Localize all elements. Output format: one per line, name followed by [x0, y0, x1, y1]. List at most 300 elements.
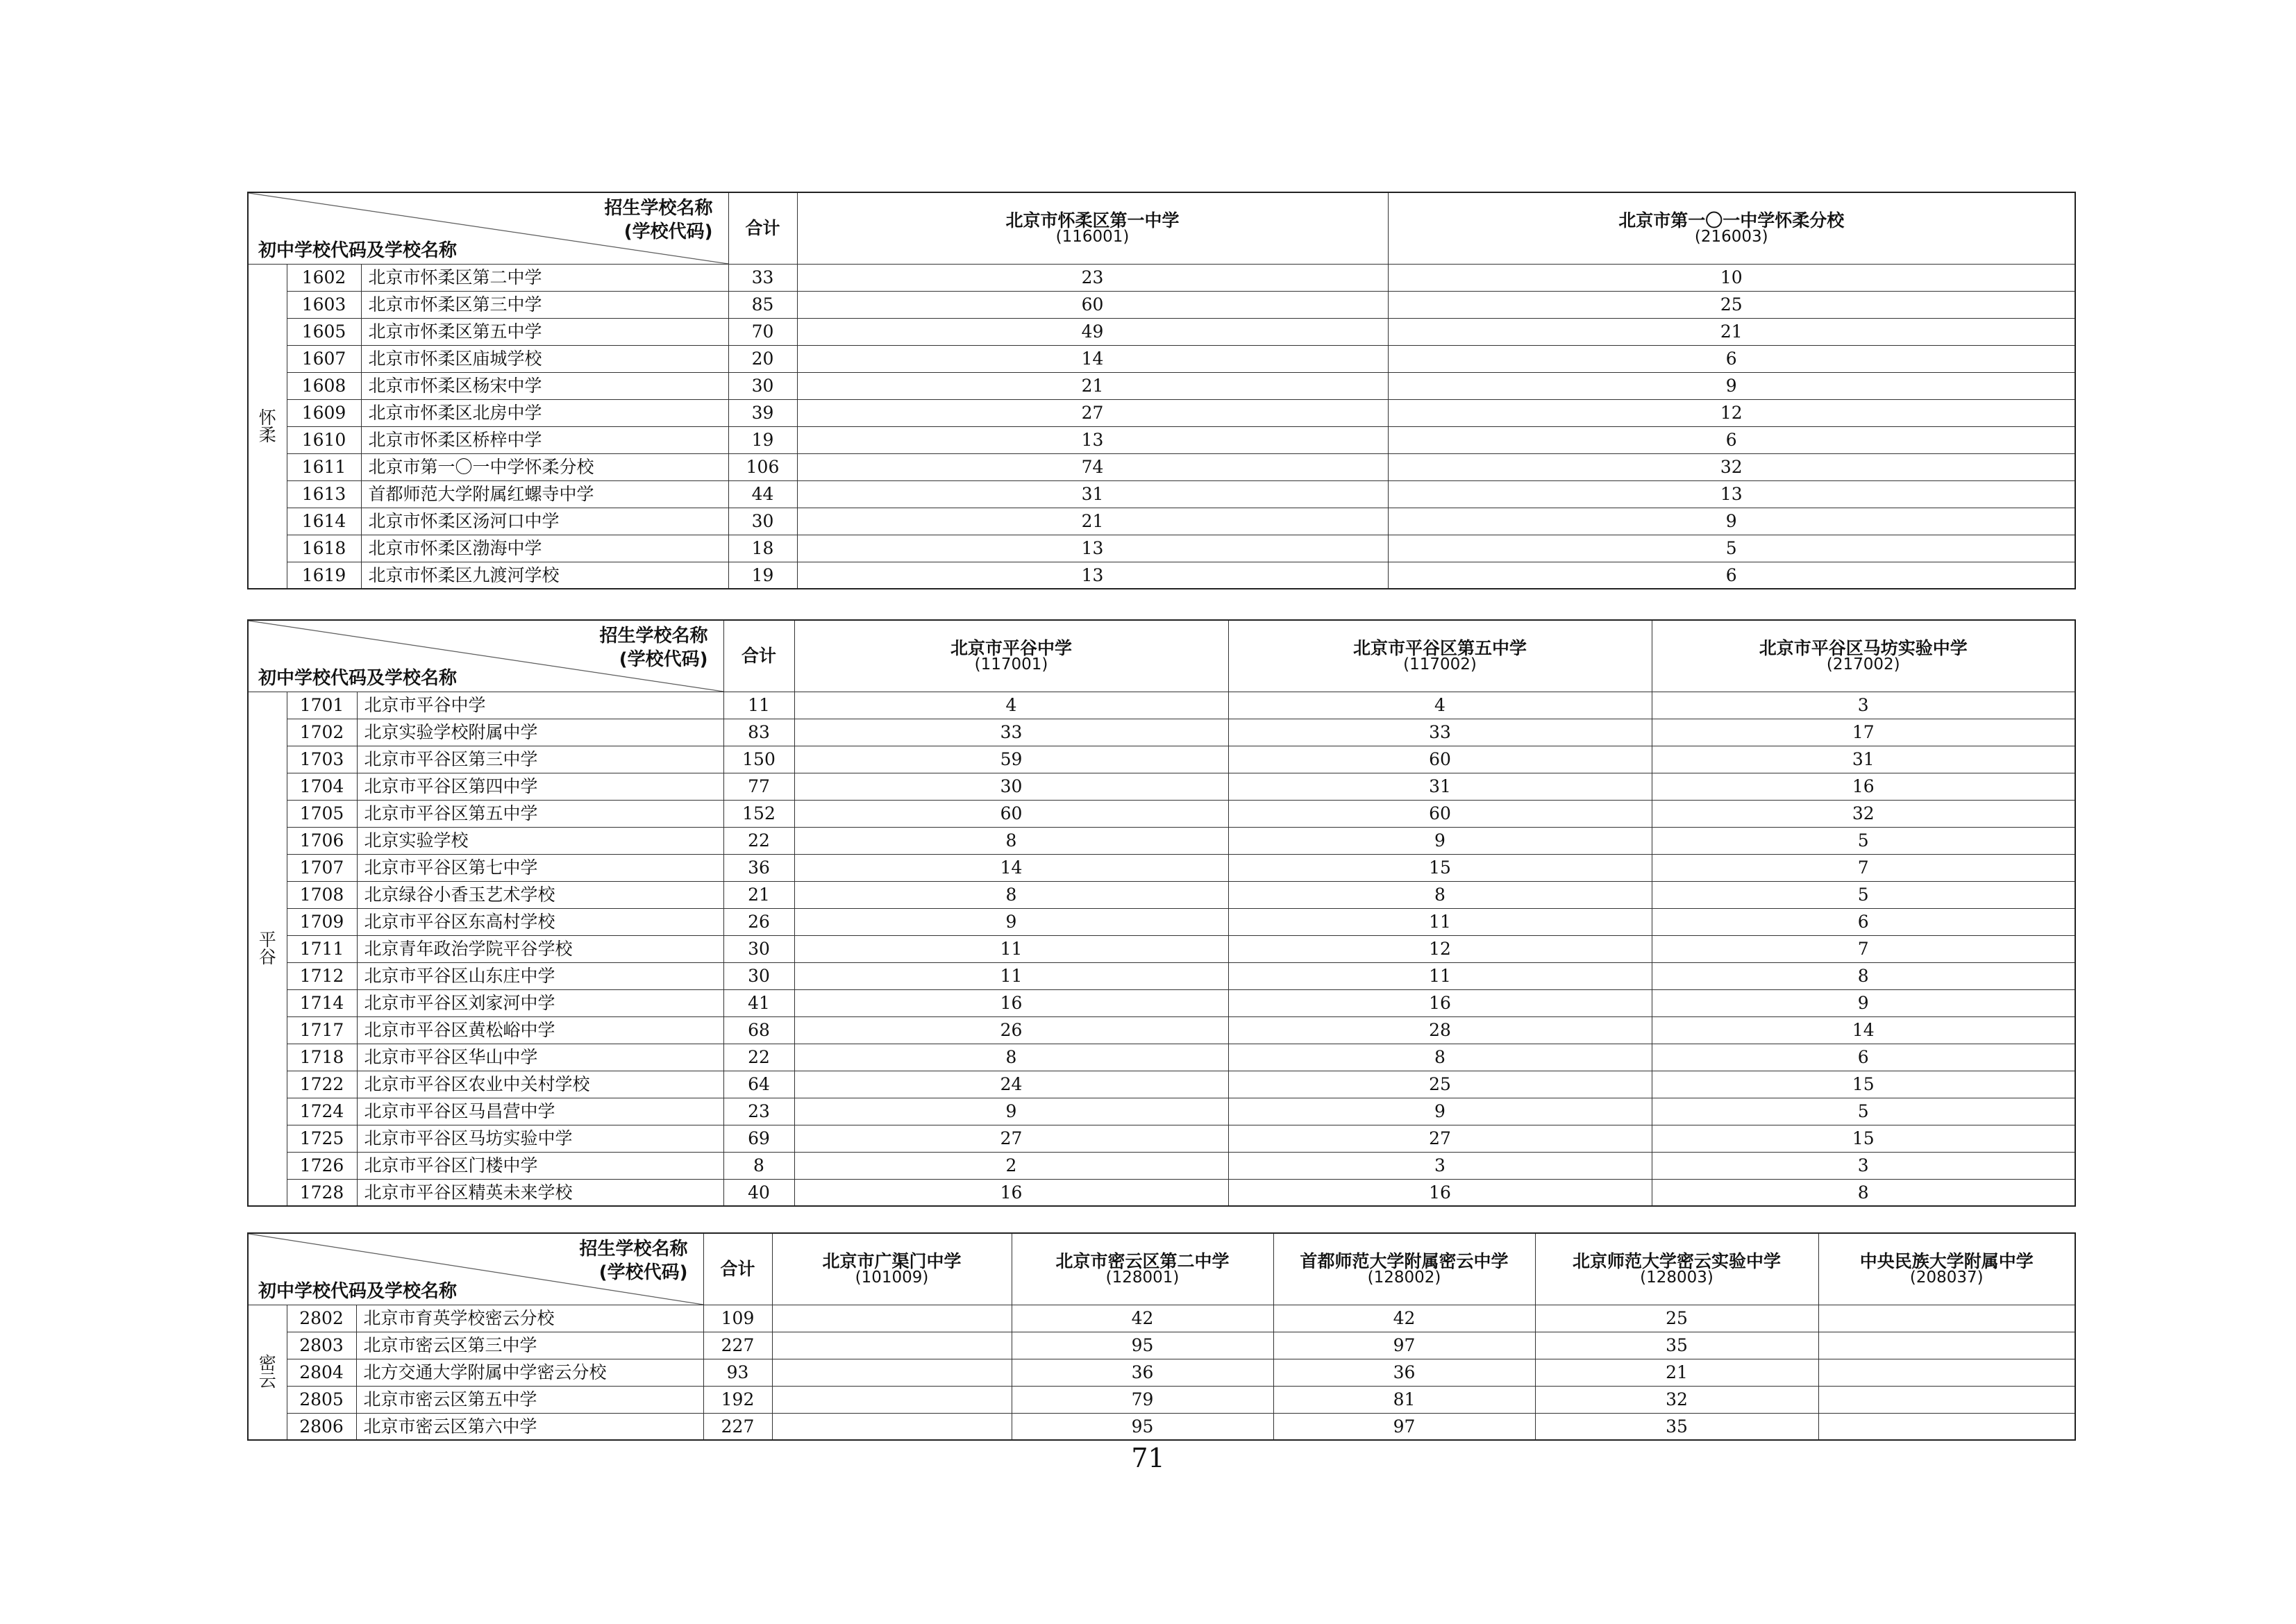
- quota-cell: 21: [1388, 318, 2075, 345]
- quota-cell: 79: [1012, 1386, 1273, 1413]
- total-cell: 64: [723, 1071, 794, 1098]
- quota-cell: 9: [1228, 827, 1652, 854]
- table-row: [248, 453, 2075, 480]
- district-char: 怀: [258, 407, 276, 428]
- school-name: 北京市平谷区门楼中学: [357, 1152, 723, 1179]
- quota-cell: 11: [794, 935, 1228, 962]
- total-cell: 20: [728, 345, 797, 372]
- high-school-code: (117002): [1403, 655, 1477, 673]
- total-cell: 227: [703, 1413, 772, 1440]
- quota-cell: 26: [794, 1016, 1228, 1044]
- quota-cell: 14: [794, 854, 1228, 881]
- quota-cell: 13: [1388, 480, 2075, 508]
- district-char: 平: [258, 930, 276, 951]
- table-row: [248, 1071, 2075, 1098]
- high-school-code: (128003): [1640, 1268, 1713, 1287]
- quota-cell: 27: [794, 1125, 1228, 1152]
- high-school-name: 北京市平谷区第五中学: [1352, 637, 1527, 658]
- school-code: 1725: [287, 1125, 357, 1152]
- table-row: [248, 827, 2075, 854]
- quota-cell: 3: [1652, 692, 2075, 719]
- quota-cell: 24: [794, 1071, 1228, 1098]
- district-cell: [248, 692, 287, 1206]
- quota-cell: 17: [1652, 719, 2075, 746]
- high-school-code: (116001): [1055, 227, 1130, 246]
- quota-cell: 25: [1388, 291, 2075, 318]
- total-cell: 33: [728, 264, 797, 291]
- quota-cell: 33: [1228, 719, 1652, 746]
- quota-cell: 31: [1228, 773, 1652, 800]
- school-code: 1706: [287, 827, 357, 854]
- school-code: 1602: [287, 264, 361, 291]
- quota-cell: 6: [1388, 345, 2075, 372]
- admission-table-huairou: [247, 192, 2076, 589]
- quota-cell: 6: [1652, 1044, 2075, 1071]
- quota-cell: 6: [1388, 562, 2075, 589]
- corner-header-line2: (学校代码): [623, 221, 713, 242]
- total-cell: 69: [723, 1125, 794, 1152]
- table-row: [248, 800, 2075, 827]
- total-cell: 93: [703, 1359, 772, 1386]
- school-name: 北京市怀柔区第二中学: [361, 264, 728, 291]
- quota-cell: 15: [1228, 854, 1652, 881]
- corner-header-line1: 招生学校名称: [579, 1239, 688, 1259]
- school-name: 北京市怀柔区第五中学: [361, 318, 728, 345]
- quota-cell: [1818, 1305, 2075, 1332]
- school-code: 2804: [287, 1359, 356, 1386]
- table-row: [248, 1413, 2075, 1440]
- school-code: 2805: [287, 1386, 356, 1413]
- header-row: [248, 1233, 2075, 1305]
- total-cell: 152: [723, 800, 794, 827]
- table-row: [248, 264, 2075, 291]
- total-cell: 8: [723, 1152, 794, 1179]
- school-code: 1712: [287, 962, 357, 989]
- quota-cell: 11: [794, 962, 1228, 989]
- quota-cell: 95: [1012, 1332, 1273, 1359]
- high-school-header: [1228, 620, 1652, 692]
- school-name: 北京市育英学校密云分校: [356, 1305, 703, 1332]
- quota-cell: 8: [794, 1044, 1228, 1071]
- quota-cell: 13: [797, 426, 1388, 453]
- corner-header-bottom-left: 初中学校代码及学校名称: [258, 1280, 458, 1302]
- quota-cell: 9: [1388, 508, 2075, 535]
- school-name: 北京市平谷区第五中学: [357, 800, 723, 827]
- quota-cell: 4: [1228, 692, 1652, 719]
- table-row: [248, 480, 2075, 508]
- quota-cell: 35: [1535, 1413, 1818, 1440]
- quota-cell: 8: [1228, 881, 1652, 908]
- high-school-name: 北京市怀柔区第一中学: [1005, 210, 1180, 231]
- table-row: [248, 1305, 2075, 1332]
- total-cell: 77: [723, 773, 794, 800]
- quota-cell: 32: [1388, 453, 2075, 480]
- school-code: 1605: [287, 318, 361, 345]
- quota-cell: 5: [1652, 827, 2075, 854]
- district-char: 云: [258, 1371, 276, 1391]
- table-row: [248, 1332, 2075, 1359]
- quota-cell: 8: [794, 881, 1228, 908]
- corner-header: [248, 620, 723, 692]
- high-school-code: (208037): [1909, 1268, 1984, 1287]
- high-school-name: 北京市广渠门中学: [822, 1250, 962, 1271]
- total-cell: 30: [723, 962, 794, 989]
- table-row: [248, 854, 2075, 881]
- total-cell: 30: [728, 508, 797, 535]
- school-name: 北京市怀柔区桥梓中学: [361, 426, 728, 453]
- total-column-header: 合计: [728, 192, 797, 264]
- total-cell: 30: [723, 935, 794, 962]
- school-name: 北京市怀柔区第三中学: [361, 291, 728, 318]
- school-name: 北京市怀柔区北房中学: [361, 399, 728, 426]
- quota-cell: 5: [1652, 881, 2075, 908]
- corner-header-line2: (学校代码): [598, 1262, 688, 1283]
- high-school-name: 北京市第一〇一中学怀柔分校: [1618, 210, 1845, 231]
- quota-cell: [772, 1413, 1012, 1440]
- table-row: [248, 426, 2075, 453]
- table-row: [248, 345, 2075, 372]
- quota-cell: 25: [1228, 1071, 1652, 1098]
- school-name: 北京市怀柔区渤海中学: [361, 535, 728, 562]
- total-cell: 40: [723, 1179, 794, 1206]
- school-name: 北京市平谷区第四中学: [357, 773, 723, 800]
- quota-cell: 9: [1388, 372, 2075, 399]
- school-code: 1609: [287, 399, 361, 426]
- school-name: 北京市平谷区山东庄中学: [357, 962, 723, 989]
- quota-cell: 9: [794, 908, 1228, 935]
- quota-cell: 42: [1012, 1305, 1273, 1332]
- header-row: [248, 620, 2075, 692]
- quota-cell: [1818, 1332, 2075, 1359]
- school-code: 1709: [287, 908, 357, 935]
- high-school-name: 北京市密云区第二中学: [1055, 1250, 1230, 1271]
- high-school-code: (217002): [1826, 655, 1900, 673]
- quota-cell: 16: [1228, 1179, 1652, 1206]
- school-code: 1705: [287, 800, 357, 827]
- school-code: 1702: [287, 719, 357, 746]
- school-code: 1611: [287, 453, 361, 480]
- high-school-name: 北京师范大学密云实验中学: [1572, 1250, 1781, 1271]
- quota-cell: 23: [797, 264, 1388, 291]
- corner-header-bottom-left: 初中学校代码及学校名称: [258, 240, 458, 261]
- quota-cell: 28: [1228, 1016, 1652, 1044]
- school-code: 1711: [287, 935, 357, 962]
- table-row: [248, 881, 2075, 908]
- quota-cell: 16: [794, 1179, 1228, 1206]
- school-code: 1707: [287, 854, 357, 881]
- quota-cell: [1818, 1359, 2075, 1386]
- quota-cell: 13: [797, 562, 1388, 589]
- quota-cell: 95: [1012, 1413, 1273, 1440]
- quota-cell: 11: [1228, 908, 1652, 935]
- quota-cell: 81: [1273, 1386, 1535, 1413]
- school-name: 北方交通大学附属中学密云分校: [356, 1359, 703, 1386]
- school-code: 1607: [287, 345, 361, 372]
- school-code: 1610: [287, 426, 361, 453]
- quota-cell: 9: [1652, 989, 2075, 1016]
- high-school-header: [797, 192, 1388, 264]
- school-code: 2802: [287, 1305, 356, 1332]
- quota-cell: 7: [1652, 935, 2075, 962]
- quota-cell: 16: [794, 989, 1228, 1016]
- quota-cell: 25: [1535, 1305, 1818, 1332]
- corner-header-line2: (学校代码): [619, 648, 708, 670]
- district-cell: [248, 264, 287, 589]
- total-cell: 18: [728, 535, 797, 562]
- school-name: 北京市平谷区马坊实验中学: [357, 1125, 723, 1152]
- table-row: [248, 692, 2075, 719]
- school-name: 北京市平谷区华山中学: [357, 1044, 723, 1071]
- school-code: 1703: [287, 746, 357, 773]
- corner-header-line1: 招生学校名称: [599, 626, 708, 646]
- quota-cell: 4: [794, 692, 1228, 719]
- school-name: 北京市平谷区刘家河中学: [357, 989, 723, 1016]
- total-column-header: 合计: [703, 1233, 772, 1305]
- quota-cell: 6: [1388, 426, 2075, 453]
- quota-cell: 8: [1652, 1179, 2075, 1206]
- quota-cell: 8: [1228, 1044, 1652, 1071]
- table-row: [248, 962, 2075, 989]
- high-school-header: [1535, 1233, 1818, 1305]
- school-name: 首都师范大学附属红螺寺中学: [361, 480, 728, 508]
- total-cell: 41: [723, 989, 794, 1016]
- high-school-header: [772, 1233, 1012, 1305]
- total-cell: 11: [723, 692, 794, 719]
- high-school-code: (128002): [1367, 1268, 1441, 1287]
- school-name: 北京市怀柔区庙城学校: [361, 345, 728, 372]
- quota-cell: 16: [1652, 773, 2075, 800]
- quota-cell: 21: [797, 508, 1388, 535]
- high-school-code: (101009): [855, 1268, 929, 1287]
- school-name: 北京市怀柔区杨宋中学: [361, 372, 728, 399]
- quota-cell: 59: [794, 746, 1228, 773]
- table-row: [248, 1359, 2075, 1386]
- school-code: 1614: [287, 508, 361, 535]
- quota-cell: 6: [1652, 908, 2075, 935]
- total-cell: 19: [728, 426, 797, 453]
- school-code: 1618: [287, 535, 361, 562]
- total-cell: 19: [728, 562, 797, 589]
- total-cell: 30: [728, 372, 797, 399]
- quota-cell: 60: [797, 291, 1388, 318]
- quota-cell: 60: [1228, 800, 1652, 827]
- district-cell: [248, 1305, 287, 1440]
- quota-cell: 21: [1535, 1359, 1818, 1386]
- school-name: 北京市密云区第六中学: [356, 1413, 703, 1440]
- table-row: [248, 399, 2075, 426]
- total-cell: 26: [723, 908, 794, 935]
- school-code: 1728: [287, 1179, 357, 1206]
- quota-cell: 27: [797, 399, 1388, 426]
- school-name: 北京市平谷区精英未来学校: [357, 1179, 723, 1206]
- school-code: 1724: [287, 1098, 357, 1125]
- total-cell: 85: [728, 291, 797, 318]
- admission-table-miyun: [247, 1232, 2076, 1441]
- school-name: 北京市平谷区东高村学校: [357, 908, 723, 935]
- quota-cell: 5: [1388, 535, 2075, 562]
- high-school-header: [1273, 1233, 1535, 1305]
- school-name: 北京市怀柔区汤河口中学: [361, 508, 728, 535]
- total-column-header: 合计: [723, 620, 794, 692]
- school-code: 1701: [287, 692, 357, 719]
- school-name: 北京市平谷区第七中学: [357, 854, 723, 881]
- quota-cell: 32: [1652, 800, 2075, 827]
- table-row: [248, 773, 2075, 800]
- total-cell: 39: [728, 399, 797, 426]
- school-code: 1718: [287, 1044, 357, 1071]
- total-cell: 150: [723, 746, 794, 773]
- total-cell: 106: [728, 453, 797, 480]
- corner-header-line1: 招生学校名称: [604, 198, 713, 219]
- quota-cell: 97: [1273, 1332, 1535, 1359]
- table-row: [248, 1016, 2075, 1044]
- quota-cell: 42: [1273, 1305, 1535, 1332]
- quota-cell: [772, 1359, 1012, 1386]
- quota-cell: 5: [1652, 1098, 2075, 1125]
- high-school-code: (128001): [1105, 1268, 1180, 1287]
- high-school-name: 北京市平谷区马坊实验中学: [1759, 637, 1968, 658]
- quota-cell: 49: [797, 318, 1388, 345]
- school-name: 北京市密云区第五中学: [356, 1386, 703, 1413]
- high-school-name: 首都师范大学附属密云中学: [1300, 1250, 1509, 1271]
- quota-cell: 27: [1228, 1125, 1652, 1152]
- school-name: 北京市平谷区第三中学: [357, 746, 723, 773]
- quota-cell: 8: [1652, 962, 2075, 989]
- total-cell: 227: [703, 1332, 772, 1359]
- high-school-header: [1388, 192, 2075, 264]
- table-row: [248, 1098, 2075, 1125]
- quota-cell: [1818, 1386, 2075, 1413]
- quota-cell: 9: [1228, 1098, 1652, 1125]
- header-row: [248, 192, 2075, 264]
- school-code: 1722: [287, 1071, 357, 1098]
- quota-cell: 10: [1388, 264, 2075, 291]
- high-school-code: (216003): [1694, 227, 1768, 246]
- quota-cell: 14: [1652, 1016, 2075, 1044]
- school-code: 1603: [287, 291, 361, 318]
- quota-cell: [772, 1332, 1012, 1359]
- quota-cell: 3: [1652, 1152, 2075, 1179]
- table-row: [248, 318, 2075, 345]
- school-code: 1704: [287, 773, 357, 800]
- table-row: [248, 508, 2075, 535]
- table-row: [248, 1125, 2075, 1152]
- quota-cell: 2: [794, 1152, 1228, 1179]
- quota-cell: 31: [797, 480, 1388, 508]
- quota-cell: 9: [794, 1098, 1228, 1125]
- quota-cell: 60: [794, 800, 1228, 827]
- high-school-name: 中央民族大学附属中学: [1859, 1250, 2034, 1271]
- quota-cell: 7: [1652, 854, 2075, 881]
- total-cell: 36: [723, 854, 794, 881]
- high-school-header: [1818, 1233, 2075, 1305]
- page-number: 71: [1131, 1443, 1165, 1473]
- high-school-header: [1012, 1233, 1273, 1305]
- quota-cell: 13: [797, 535, 1388, 562]
- school-code: 1708: [287, 881, 357, 908]
- quota-cell: 21: [797, 372, 1388, 399]
- school-name: 北京市第一〇一中学怀柔分校: [361, 453, 728, 480]
- total-cell: 83: [723, 719, 794, 746]
- table-row: [248, 1179, 2075, 1206]
- table-row: [248, 562, 2075, 589]
- quota-cell: 15: [1652, 1125, 2075, 1152]
- quota-cell: 11: [1228, 962, 1652, 989]
- table-row: [248, 1386, 2075, 1413]
- district-char: 谷: [258, 947, 276, 968]
- total-cell: 44: [728, 480, 797, 508]
- total-cell: 70: [728, 318, 797, 345]
- corner-header-bottom-left: 初中学校代码及学校名称: [258, 667, 458, 689]
- high-school-name: 北京市平谷中学: [950, 637, 1072, 658]
- school-name: 北京市平谷区农业中关村学校: [357, 1071, 723, 1098]
- school-code: 1717: [287, 1016, 357, 1044]
- district-char: 密: [258, 1353, 276, 1374]
- quota-cell: 14: [797, 345, 1388, 372]
- total-cell: 68: [723, 1016, 794, 1044]
- table-row: [248, 1152, 2075, 1179]
- table-row: [248, 372, 2075, 399]
- high-school-code: (117001): [974, 655, 1048, 673]
- quota-cell: 36: [1012, 1359, 1273, 1386]
- quota-cell: 60: [1228, 746, 1652, 773]
- quota-cell: 32: [1535, 1386, 1818, 1413]
- quota-cell: [772, 1305, 1012, 1332]
- quota-cell: 36: [1273, 1359, 1535, 1386]
- school-name: 北京实验学校: [357, 827, 723, 854]
- table-row: [248, 935, 2075, 962]
- school-name: 北京市怀柔区九渡河学校: [361, 562, 728, 589]
- quota-cell: 97: [1273, 1413, 1535, 1440]
- school-name: 北京市平谷区黄松峪中学: [357, 1016, 723, 1044]
- school-code: 2803: [287, 1332, 356, 1359]
- school-code: 1714: [287, 989, 357, 1016]
- quota-cell: 15: [1652, 1071, 2075, 1098]
- school-code: 1613: [287, 480, 361, 508]
- school-name: 北京市平谷中学: [357, 692, 723, 719]
- school-name: 北京市平谷区马昌营中学: [357, 1098, 723, 1125]
- high-school-header: [1652, 620, 2075, 692]
- total-cell: 109: [703, 1305, 772, 1332]
- total-cell: 22: [723, 1044, 794, 1071]
- quota-cell: 12: [1228, 935, 1652, 962]
- total-cell: 192: [703, 1386, 772, 1413]
- school-code: 1608: [287, 372, 361, 399]
- corner-header: [248, 192, 728, 264]
- quota-cell: 35: [1535, 1332, 1818, 1359]
- quota-cell: 3: [1228, 1152, 1652, 1179]
- corner-header: [248, 1233, 703, 1305]
- quota-cell: 8: [794, 827, 1228, 854]
- quota-cell: 33: [794, 719, 1228, 746]
- total-cell: 22: [723, 827, 794, 854]
- quota-cell: 30: [794, 773, 1228, 800]
- total-cell: 23: [723, 1098, 794, 1125]
- school-name: 北京青年政治学院平谷学校: [357, 935, 723, 962]
- table-row: [248, 989, 2075, 1016]
- table-row: [248, 535, 2075, 562]
- quota-cell: [1818, 1413, 2075, 1440]
- table-row: [248, 719, 2075, 746]
- school-name: 北京实验学校附属中学: [357, 719, 723, 746]
- quota-cell: [772, 1386, 1012, 1413]
- school-name: 北京市密云区第三中学: [356, 1332, 703, 1359]
- quota-cell: 16: [1228, 989, 1652, 1016]
- school-code: 1619: [287, 562, 361, 589]
- table-row: [248, 1044, 2075, 1071]
- table-row: [248, 908, 2075, 935]
- school-code: 1726: [287, 1152, 357, 1179]
